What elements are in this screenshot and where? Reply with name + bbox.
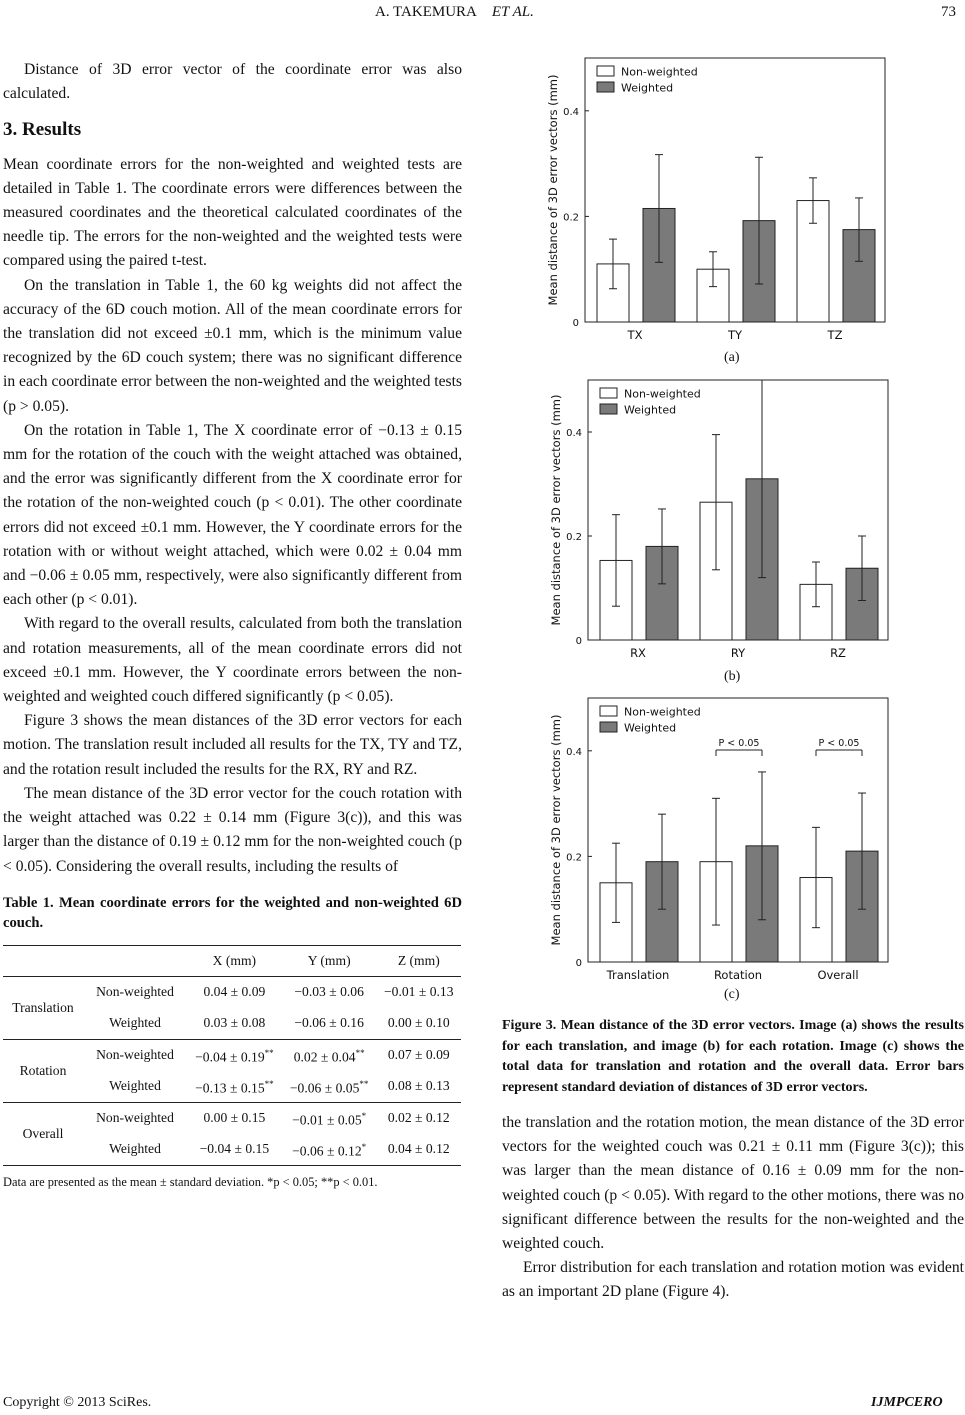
- table-cell: −0.01 ± 0.13: [384, 984, 454, 1000]
- plot-frame: [585, 58, 885, 322]
- table-cell: 0.00 ± 0.15: [203, 1110, 266, 1126]
- column-header: Z (mm): [377, 946, 461, 977]
- table-cell: 0.03 ± 0.08: [187, 1008, 282, 1040]
- x-tick-label: RY: [730, 646, 746, 660]
- figure-caption: Figure 3. Mean distance of the 3D error vectors. Image (a) shows the results for each translation, and image (b) for each rotation. Image (c) shows the total data for translation and rotation and the overall data. Error bars represent standard deviation of distances of 3D error vectors.: [502, 1018, 964, 1095]
- table-cell: −0.01 ± 0.05*: [292, 1110, 367, 1128]
- section-heading: 3. Results: [3, 119, 82, 141]
- chart-3a: [545, 50, 945, 350]
- x-tick-label: Rotation: [713, 968, 763, 982]
- table-row: [3, 1039, 461, 1071]
- significance-label: P < 0.05: [818, 738, 860, 749]
- legend-swatch: [597, 82, 614, 92]
- paragraph: The mean distance of the 3D error vector for the couch rotation with the weight attached was 0.22 ± 0.14 mm (Figure 3(c)), and this was larger than the distance of 0.19 ± 0.12 mm for the non-weighted couch (p < 0.05). Considering the overall results, including the results of: [3, 784, 462, 875]
- table-cell: 0.04 ± 0.12: [377, 1134, 461, 1166]
- subfigure-label: (c): [724, 987, 740, 1002]
- x-tick-label: Overall: [817, 968, 859, 982]
- table-row: [3, 1102, 461, 1134]
- y-axis-label: Mean distance of 3D error vectors (mm): [546, 74, 560, 306]
- right-column: [502, 1111, 964, 1305]
- table-cell: −0.06 ± 0.12*: [282, 1134, 377, 1166]
- paragraph: the translation and the rotation motion, the mean distance of the 3D error vectors for the weighted couch was 0.21 ± 0.11 mm (Figure 3(c)); this was larger than the mean distance of 0.16 ± 0.09 mm for the non-weighted couch (p < 0.05). With regard to the other motions, there was no significant difference between the results for the non-weighted and the weighted couch.: [502, 1114, 964, 1253]
- significance-label: P < 0.05: [718, 738, 760, 749]
- y-axis-label: Mean distance of 3D error vectors (mm): [549, 394, 563, 626]
- table-row: [3, 976, 461, 1008]
- legend-swatch: [600, 404, 617, 414]
- x-tick-label: RX: [630, 646, 646, 660]
- legend-swatch: [600, 706, 617, 716]
- paragraph: Error distribution for each translation and rotation motion was evident as an important 2D plane (Figure 4).: [502, 1259, 964, 1301]
- table-cell: 0.08 ± 0.13: [377, 1071, 461, 1103]
- column-header: Y (mm): [282, 946, 377, 977]
- y-tick-label: 0.2: [563, 212, 579, 224]
- table-cell: 0.04 ± 0.09: [203, 984, 266, 1000]
- row-group-label: Rotation: [3, 1039, 83, 1102]
- legend-swatch: [600, 388, 617, 398]
- legend-label: Non-weighted: [624, 387, 701, 401]
- column-header: X (mm): [187, 946, 282, 977]
- legend-swatch: [600, 722, 617, 732]
- table-cell: Non-weighted: [96, 1110, 174, 1126]
- table-cell: 0.00 ± 0.10: [377, 1008, 461, 1040]
- y-tick-label: 0.4: [566, 428, 582, 439]
- table-cell: 0.02 ± 0.12: [387, 1110, 450, 1126]
- row-group-label: Translation: [3, 976, 83, 1039]
- plot-frame: [588, 380, 888, 640]
- paragraph: With regard to the overall results, calculated from both the translation and rotation measurements, all of the mean coordinate errors did not exceed ±0.1 mm. However, the Y coordinate errors between the non-weighted and weighted couch differed significantly (p < 0.05).: [3, 615, 462, 706]
- table-cell: −0.06 ± 0.05**: [282, 1071, 377, 1103]
- x-tick-label: TX: [627, 328, 643, 342]
- legend-label: Weighted: [624, 403, 677, 417]
- paragraph: Mean coordinate errors for the non-weighted and weighted tests are detailed in Table 1. The coordinate errors were differences between the measured coordinates and the theoretical calculated coordinates of the needle tip. The errors for the non-weighted and the weighted tests were compared using the paired t-test.: [3, 155, 462, 270]
- x-tick-label: Translation: [606, 968, 670, 982]
- chart-3c: [548, 690, 948, 990]
- footer-copyright: Copyright © 2013 SciRes.: [3, 1395, 152, 1410]
- table-cell: Weighted: [83, 1008, 187, 1040]
- footer-journal: IJMPCERO: [871, 1395, 943, 1410]
- row-group-label: Overall: [3, 1102, 83, 1165]
- legend-label: Weighted: [624, 721, 677, 735]
- table-cell: 0.02 ± 0.04**: [293, 1047, 365, 1065]
- y-tick-label: 0: [575, 636, 582, 647]
- subfigure-label: (a): [724, 350, 740, 365]
- x-tick-label: TY: [727, 328, 743, 342]
- running-header: A. TAKEMURA ET AL.: [375, 4, 534, 20]
- table-caption: Table 1. Mean coordinate errors for the weighted and non-weighted 6D couch.: [3, 894, 462, 931]
- paragraph: Figure 3 shows the mean distances of the 3D error vectors for each motion. The translation result included all results for the TX, TY and TZ, and the rotation result included the results for the RX, RY and RZ.: [3, 712, 462, 778]
- y-tick-label: 0.2: [566, 532, 582, 543]
- table-cell: −0.03 ± 0.06: [294, 984, 364, 1000]
- page-number: 73: [941, 4, 956, 20]
- y-tick-label: 0.2: [566, 852, 582, 864]
- table-cell: −0.04 ± 0.19**: [195, 1047, 274, 1065]
- paragraph: Distance of 3D error vector of the coordinate error was also calculated.: [3, 61, 462, 103]
- table-cell: Weighted: [83, 1134, 187, 1166]
- figure-3c: [548, 690, 948, 995]
- left-column: [3, 58, 462, 1194]
- table-cell: 0.07 ± 0.09: [387, 1047, 450, 1063]
- results-table: [3, 945, 461, 1166]
- table-cell: −0.04 ± 0.15: [187, 1134, 282, 1166]
- x-tick-label: TZ: [827, 328, 843, 342]
- y-tick-label: 0: [572, 318, 579, 329]
- table-cell: −0.13 ± 0.15**: [187, 1071, 282, 1103]
- legend-swatch: [597, 66, 614, 76]
- y-axis-label: Mean distance of 3D error vectors (mm): [549, 714, 563, 946]
- table-cell: −0.06 ± 0.16: [282, 1008, 377, 1040]
- legend-label: Weighted: [621, 81, 674, 95]
- table-cell: Non-weighted: [96, 984, 174, 1000]
- table-cell: Weighted: [83, 1071, 187, 1103]
- y-tick-label: 0.4: [566, 746, 582, 758]
- table-cell: Non-weighted: [96, 1047, 174, 1063]
- table-note: Data are presented as the mean ± standard deviation. *p < 0.05; **p < 0.01.: [3, 1174, 378, 1189]
- chart-3b: [548, 372, 948, 662]
- figure-3b: [548, 372, 948, 667]
- legend-label: Non-weighted: [621, 65, 698, 79]
- paragraph: On the translation in Table 1, the 60 kg weights did not affect the accuracy of the 6D couch motion. All of the mean coordinate errors for the translation did not exceed ±0.1 mm, which is the minimum value recognized by the 6D couch system; there was no significant difference in each coordinate error between the non-weighted and the weighted tests (p > 0.05).: [3, 276, 462, 415]
- figure-3a: [545, 50, 945, 355]
- subfigure-label: (b): [724, 669, 741, 684]
- x-tick-label: RZ: [830, 646, 846, 660]
- legend-label: Non-weighted: [624, 705, 701, 719]
- y-tick-label: 0: [575, 958, 582, 969]
- paragraph: On the rotation in Table 1, The X coordinate error of −0.13 ± 0.15 mm for the rotation of the couch with the weight attached was obtained, and the error was significantly different from the X coordinate error for the rotation of the non-weighted couch (p < 0.01). The other coordinate errors did not exceed ±0.1 mm. However, the Y coordinate errors for the rotation with or without weight attached, which were 0.02 ± 0.04 mm and −0.06 ± 0.05 mm, respectively, were also significantly different from each other (p < 0.01).: [3, 421, 462, 609]
- y-tick-label: 0.4: [563, 106, 579, 118]
